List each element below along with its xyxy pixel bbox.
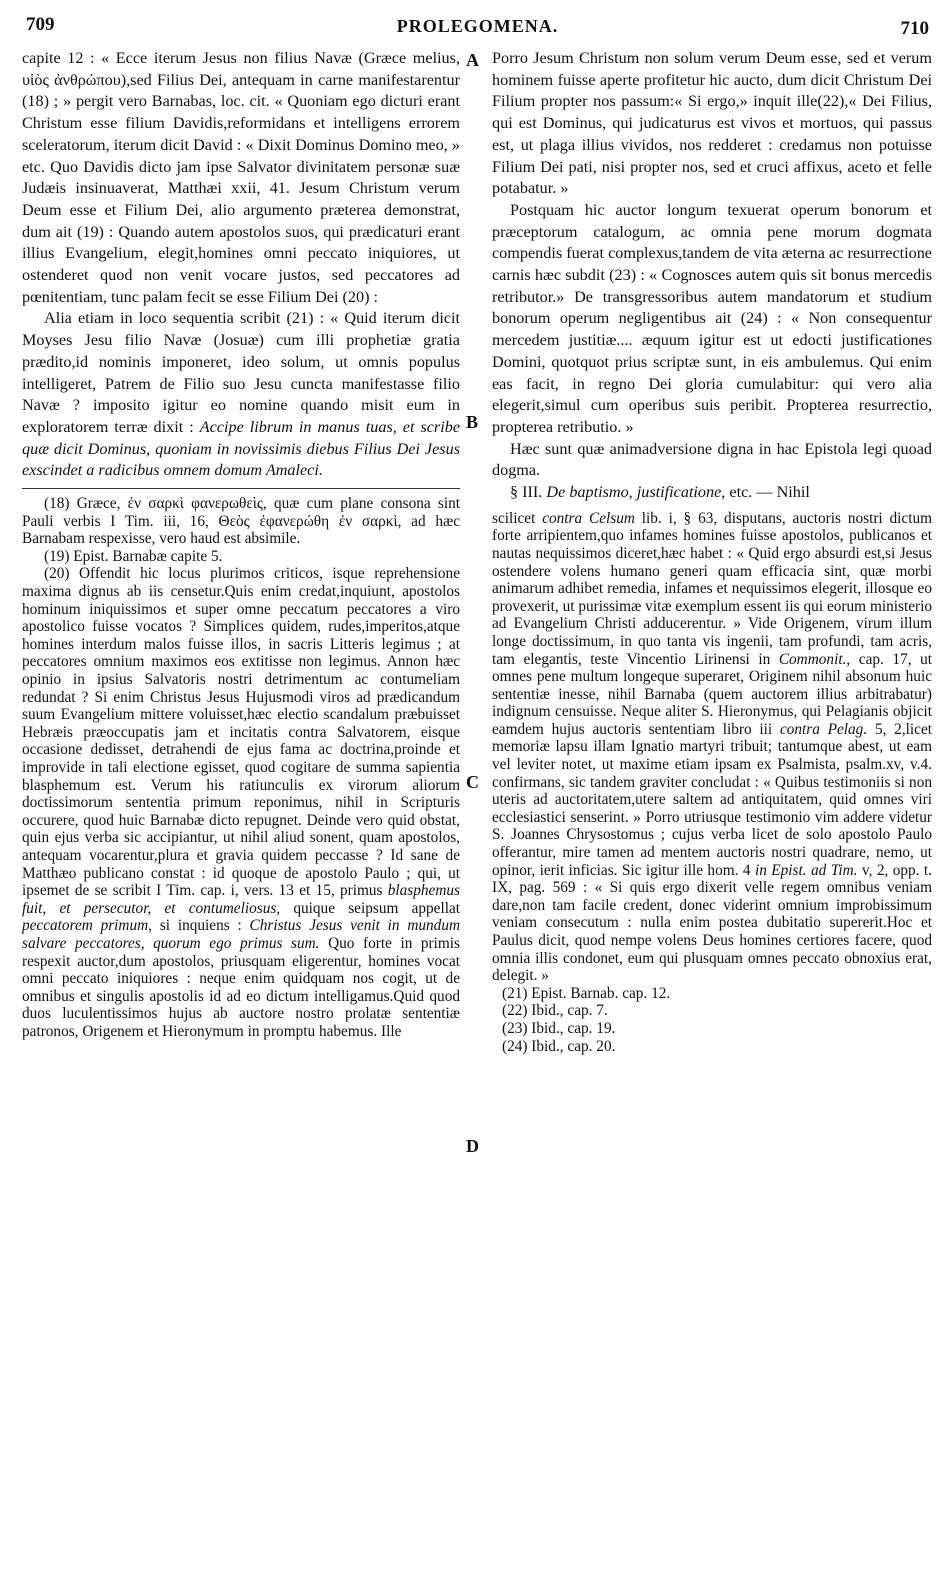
right-footnotes	[492, 510, 932, 1055]
footnote-cont-part-1: scilicet	[492, 509, 536, 527]
footnote-cont-part-2: lib. i, § 63, disputans, auctoris nostri dictum forte arripientem,quo infames homines fuisse apostolos, publicanos et nautas nequissimos diceret,hæc habet : « Quid ergo absurdi est,si Jesus ostendere volens humano generi quam efficacia sint, quæ morbi animarum adhibet remedia, infames et nequissimos elegerit, illosque eo provexerit, ut purissimæ vitæ exemplum essent iis qui eorum ministerio ad Evangelium Christi adducerentur. » Vide Origenem, virum illum longe doctissimum, in quo tanta vis ingenii, tam profundi, tam acris, tam elegantis, teste Vincentio Lirinensi in	[492, 509, 933, 668]
right-column	[492, 48, 932, 1055]
footnote-23: (23) Ibid., cap. 19.	[502, 1019, 616, 1037]
footnote-20-part-3: si inquiens :	[159, 917, 242, 935]
footnote-20-part-2: quique seipsum appellat	[293, 899, 461, 917]
page-number-left: 709	[26, 14, 55, 35]
left-paragraph-2-text: Alia etiam in loco sequentia scribit (21) : « Quid iterum dicit Moyses Jesu filio Navæ (Josuæ) cum illi prophetiæ gratia prædito,id nominis imponeret, ideo solum, ut omnis populus intelligeret, Patrem de Filio suo Jesu cuncta manifestasse filio Navæ ? imposito igitur eo nomine quando misit eum in exploratorem terræ dixit :	[22, 309, 460, 436]
footnote-21: (21) Epist. Barnab. cap. 12.	[502, 984, 671, 1002]
margin-letter-c: C	[466, 772, 479, 792]
footnote-20-italic-3: Christus Jesus venit in mundum salvare peccatores, quorum ego primus sum.	[22, 917, 461, 952]
footnote-20-part-4: Quo forte in primis respexit auctor,dum apostolos, priusquam eligerentur, homines vocat omni peccato iniquiores : neque enim quidquam nos cogit, ut de omnibus et singulis apostolis id ad eo dictum intelligamus.Quid quod duos luculentissimos hujus ab auctore nostro prolatæ sententiæ patronos, Origenem et Hieronymum in promptu habemus. Ille	[22, 934, 461, 1040]
left-paragraph-2	[22, 308, 460, 482]
running-title: PROLEGOMENA.	[396, 16, 559, 36]
section-title: De baptismo, justificatione,	[546, 483, 726, 502]
footnote-20-part-1: (20) Offendit hic locus plurimos criticos, isque reprehensione maxima dignus ab iis censetur.Quis enim credat,inquiunt, apostolos hominum iniquissimos et super omne peccatum peccatores a viro apostolico fuisse vocatos ? Simplices quidem, rudes,imperitos,atque homines interdum malos fuisse illos, in sacris Litteris legimus ; at peccatores omnium maximos eos extitisse non legimus. Annon hæc opinio in ipsius Salvatoris nostri detrimentum ac contumeliam redundat ? Si enim Christus Jesus Hujusmodi viros ad prædicandum suum Evangelium mittere voluisset,hæc electio scandalum præbuisset Hebræis præoccupatis jam et incitatis contra Salvatorem, eisque occasione dedisset, detrahendi de ejus fama ac doctrina,proinde et improvide in tali electione egisset, quod cogitare de summa sapientia blasphemum est. Verum his ratiunculis ex virorum aliorum doctissimorum sententia primum reponimus, nihil in Scripturis occurere, quod huic Barnabæ dicto repugnet. Deinde vero quid obstat, quin ejus verba sic accipiantur, ut nihil aliud sonent, quam apostolos, antequam vocarentur,plura et gravia quidem peccasse ? Id sane de Matthæo publicano constat : id quoque de apostolo Paulo ; qui, ut ipsemet de se scribit I Tim. cap. i, vers. 13 et 15, primus	[22, 565, 460, 900]
right-paragraph-2: Postquam hic auctor longum texuerat operum bonorum et præceptorum catalogum, ac omnia pene morum dogmata compendis fuerat complexus,tandem de vita æterna ac resurrectione carnis hæc subdit (23) : « Cognosces autem quis sit bonus mercedis retributor.» De transgressoribus autem mandatorum et studium bonorum operum negligentibus ait (24) : « Non consequentur mercedem justitiæ.... æquum igitur est ut edocti justificationes Domini, quotquot prius scriptæ sunt, in eis ambulemus. Qui enim eas facit, in regno Dei gloria cumulabitur: qui vero alia elegerit,simul cum operibus suis peribit. Propterea resurrectio, propterea retributio. »	[492, 200, 932, 436]
footnote-cont-part-4: 5, 2,licet memoriæ lapsu illam Ignatio martyri tribuit; tantumque abest, ut eam vel leviter notet, ut maxime etiam ipsam ex Psalmista, psalm.xv, v.4. confirmans, sic tandem graviter concludat : « Quibus testimoniis si non uteris ad auctoritatem,utere saltem ad antiquitatem, quid omnes viri ecclesiastici senserint. » Porro utriusque testimonio vim addere videtur S. Joannes Chrysostomus ; cujus verba licet de solo apostolo Paulo offerantur, mire tamen ad mentem auctoris nostri quadrare, nemo, ut opinor, ierit inficias. Sic igitur ille hom. 4	[492, 720, 932, 879]
footnote-24: (24) Ibid., cap. 20.	[502, 1037, 616, 1055]
footnote-20	[22, 565, 460, 1040]
page-header	[26, 14, 929, 44]
footnote-20-italic-2: peccatorem primum,	[22, 917, 153, 935]
footnote-cont-italic-4: in Epist. ad Tim.	[754, 861, 858, 879]
footnote-cont-part-5: v, 2, opp. t. IX, pag. 569 : « Si quis ergo dixerit velle regem omnibus veniam dare,non tam facile credent, donec viderint omnium improbissimum veniam consecutum : nulla enim postea dubitatio supererit.Hoc et Paulus dicit, quod nempe volens Deus homines certiores facere, quod omnia illis condonet, eum qui plusquam omnes peccato obnoxius erat, delegit. »	[492, 861, 932, 985]
footnote-18: (18) Græce, ἐν σαρκὶ φανερωθεὶς, quæ cum plane consona sint Pauli verbis I Tim. iii, 16, Θεὸς ἐφανερώθη ἐν σαρκὶ, ad hæc Barnabam respexisse, vero haud est absimile.	[22, 495, 460, 548]
footnote-divider-left	[22, 488, 460, 489]
right-paragraph-3: Hæc sunt quæ animadversione digna in hac Epistola legi quoad dogma.	[492, 439, 932, 480]
section-heading	[492, 482, 932, 504]
footnote-cont-italic-1: contra Celsum	[542, 509, 635, 527]
footnote-cont-part-3: cap. 17, ut omnes pene multum longeque superaret, Originem nihil absonum huic sententiæ inesse, nihil Barnaba (quem auctorem illius arbitrabatur) indignum censuisse. Neque aliter S. Hieronymus, qui Pelagianis objicit eamdem hujus auctoris sententiam libro iii	[492, 650, 932, 738]
section-number: § III.	[510, 483, 543, 502]
left-main-text	[22, 48, 460, 482]
left-footnotes	[22, 495, 460, 1040]
footnote-20-continued	[492, 510, 932, 985]
left-paragraph-1: capite 12 : « Ecce iterum Jesus non filius Navæ (Græce melius, υἱὸς ἀνθρώπου),sed Filius Dei, antequam in carne manifestarentur (18) ; » pergit vero Barnabas, loc. cit. « Quoniam ego dicturi erant Christum esse filium Davidis,reformidans et intelligens errorem sceleratorum, iterum dicit David : « Dixit Dominus Domino meo, » etc. Quo Davidis dicto jam ipse Salvator divinitatem personæ suæ Judæis insinuaverat, Matthæi xxii, 41. Jesum Christum verum Deum esse et Filium Dei, alio argumento præterea demonstrat, dum ait (19) : Quando autem apostolos suos, qui prædicaturi erant illius Evangelium, elegit,homines omni peccato iniquiores, ut ostenderet quod non venit vocare justos, sed peccatores ad pœnitentiam, tunc palam fecit se esse Filium Dei (20) :	[22, 49, 460, 306]
section-heading-text: etc. — Nihil	[729, 483, 810, 502]
left-paragraph-2-quote: Accipe librum in manus tuas, et scribe quæ dicit Dominus, quoniam in novissimis diebus Filius Dei Jesus exscindet a radicibus omnem domum Amaleci.	[22, 417, 461, 480]
page-number-right: 710	[900, 18, 929, 39]
right-paragraph-1: Porro Jesum Christum non solum verum Deum esse, sed et verum hominem fuisse aperte profitetur hic aucto, dum dicit Christum Dei Filium propter nos passum:« Si ergo,» inquit ille(22),« Dei Filius, qui est Dominus, qui judicaturus est vivos et mortuos, qui passus est, ut plaga illius vividos, nos redderet : credamus non potuisse Filium Dei pati, nisi propter nos, sed et cruci affixus, aceto et felle potabatur. »	[492, 49, 932, 198]
footnote-cont-italic-2: Commonit.,	[778, 650, 851, 668]
footnote-19: (19) Epist. Barnabæ capite 5.	[44, 547, 223, 565]
left-column	[22, 48, 460, 1040]
margin-letter-a: A	[466, 50, 479, 70]
margin-letter-d: D	[466, 1136, 479, 1156]
footnote-cont-italic-3: contra Pelag.	[779, 720, 868, 738]
margin-letter-b: B	[466, 412, 479, 432]
footnote-20-italic-1: blasphemus fuit, et persecutor, et contumeliosus,	[22, 882, 460, 917]
footnote-22: (22) Ibid., cap. 7.	[502, 1002, 608, 1020]
right-main-text	[492, 48, 932, 504]
